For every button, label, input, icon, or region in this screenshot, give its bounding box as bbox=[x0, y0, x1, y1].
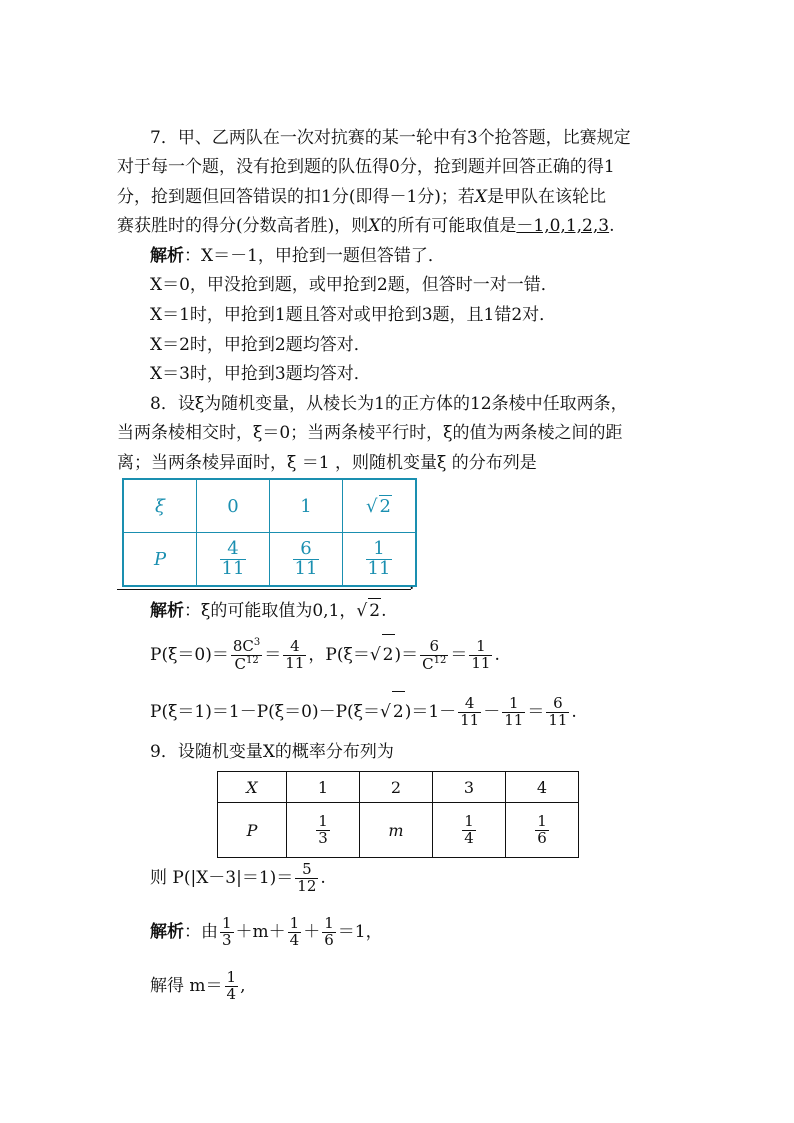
q8-cell-xi: ξ bbox=[123, 479, 197, 533]
q9-ans-end: . bbox=[320, 868, 326, 888]
q8-eq2-sqrt: 2 bbox=[392, 691, 405, 732]
q9-solution-1 bbox=[150, 912, 383, 952]
q7-line4 bbox=[117, 214, 614, 238]
q9-s2-num: 1 bbox=[289, 914, 300, 933]
q8-eq1-f2d: 11 bbox=[285, 654, 305, 672]
q8-cell-1: 1 bbox=[270, 479, 343, 533]
q9-s1-den: 3 bbox=[222, 931, 232, 949]
q9-sol2-end: , bbox=[240, 976, 246, 996]
q8-p0-den: 11 bbox=[221, 557, 245, 579]
q9-cell-3: 3 bbox=[433, 772, 506, 803]
q9-cell-p: P bbox=[218, 803, 287, 858]
q8-eq1-f4n: 1 bbox=[469, 639, 492, 656]
q9-cell-1: 1 bbox=[287, 772, 360, 803]
q9-cell-p1 bbox=[287, 803, 360, 858]
q8-cell-p1 bbox=[270, 533, 343, 587]
q9-sol1-a: ：由 bbox=[184, 922, 218, 942]
q7-solution-2: X＝0，甲没抢到题，或甲抢到2题，但答时一对一错． bbox=[150, 275, 558, 295]
q8-eq2-f2n: 1 bbox=[502, 696, 525, 713]
q8-eq1-f3d: C bbox=[422, 654, 434, 673]
q8-p0-num: 4 bbox=[220, 540, 247, 560]
q9-s4-den: 4 bbox=[226, 985, 237, 1003]
q8-eq1-f3d-sup: 12 bbox=[433, 654, 447, 666]
q9-cell-x: X bbox=[218, 772, 287, 803]
q7-line3-text: 分，抢到题但回答错误的扣1分(即得－1分)；若 bbox=[117, 187, 475, 207]
q8-cell-p0 bbox=[197, 533, 270, 587]
q9-distribution-table bbox=[217, 771, 579, 858]
q8-eq1-f1n: 8C bbox=[232, 637, 254, 656]
q9-s3-den: 6 bbox=[324, 931, 334, 949]
q9-s-plus: ＋ bbox=[303, 922, 321, 942]
q8-sol-label: 解析 bbox=[150, 601, 184, 621]
q9-p4-den: 6 bbox=[537, 828, 547, 847]
q8-eq1-a: P(ξ＝0)＝ bbox=[150, 645, 229, 665]
q8-eq1-mid2: )＝ bbox=[394, 645, 419, 665]
q8-eq2-f3n: 6 bbox=[546, 696, 569, 713]
q8-eq1-f2n: 4 bbox=[283, 639, 306, 656]
q9-p1-den: 3 bbox=[318, 828, 328, 847]
q7-line1: 7．甲、乙两队在一次对抗赛的某一轮中有3个抢答题，比赛规定 bbox=[150, 128, 631, 148]
q7-answer: －1,0,1,2,3 bbox=[516, 216, 610, 236]
q7-line4-var: X bbox=[368, 216, 381, 236]
q9-sol-label: 解析 bbox=[150, 922, 184, 942]
q9-ans-a: 则 P(|X－3|＝1)＝ bbox=[150, 868, 294, 888]
q7-solution-1 bbox=[150, 244, 445, 268]
q8-eq2-b: )＝1－ bbox=[404, 702, 457, 722]
q8-line3: 离；当两条棱异面时，ξ ＝1 ，则随机变量ξ 的分布列是 bbox=[117, 453, 537, 473]
q8-distribution-table bbox=[122, 478, 417, 587]
q8-eq2-eq: ＝ bbox=[527, 702, 545, 722]
q9-sol2-a: 解得 m＝ bbox=[150, 976, 223, 996]
q9-ans-den: 12 bbox=[297, 877, 317, 895]
q9-s1-num: 1 bbox=[222, 914, 232, 933]
q9-line1: 9．设随机变量X的概率分布列为 bbox=[150, 742, 394, 762]
q8-period: . bbox=[409, 574, 415, 594]
q9-p3-num: 1 bbox=[464, 811, 474, 830]
q9-ans-num: 5 bbox=[295, 862, 318, 879]
q8-sqrt2-value: 2 bbox=[379, 496, 391, 517]
q8-sol1-sqrt: 2 bbox=[368, 598, 381, 623]
q8-eq2-f1n: 4 bbox=[458, 696, 481, 713]
q8-eq1-eq2: ＝ bbox=[450, 645, 468, 665]
q9-cell-p3 bbox=[433, 803, 506, 858]
q9-p4-num: 1 bbox=[537, 811, 547, 830]
q8-eq1-f1d-sup: 12 bbox=[245, 655, 259, 666]
q8-solution-1: 解析：ξ的可能取值为0,1，√ 2. bbox=[150, 598, 386, 623]
q8-eq2-f3d: 11 bbox=[548, 711, 568, 729]
q8-eq1-mid: ，P(ξ＝ bbox=[308, 645, 370, 665]
q9-cell-p4 bbox=[506, 803, 579, 858]
q8-eq2-end: . bbox=[571, 702, 577, 722]
q7-sol-label: 解析 bbox=[150, 246, 184, 266]
q9-answer-line bbox=[150, 858, 326, 898]
q8-eq1-eq: ＝ bbox=[264, 645, 282, 665]
q8-p1-num: 6 bbox=[293, 540, 320, 560]
q8-p2-den: 11 bbox=[367, 557, 391, 579]
q8-eq2-f1d: 11 bbox=[460, 711, 480, 729]
q9-s-end: ＝1， bbox=[337, 922, 383, 942]
q7-sol1-text: ：X＝－1，甲抢到一题但答错了． bbox=[184, 246, 445, 266]
q8-p2-num: 1 bbox=[366, 540, 393, 560]
q7-solution-3: X＝1时，甲抢到1题且答对或甲抢到3题，且1错2对． bbox=[150, 305, 557, 325]
q7-line2: 对于每一个题，没有抢到题的队伍得0分，抢到题并回答正确的得1 bbox=[117, 157, 615, 177]
q7-line4-b: 的所有可能取值是 bbox=[380, 216, 517, 236]
q8-cell-p2 bbox=[343, 533, 417, 587]
q8-line2: 当两条棱相交时，ξ＝0；当两条棱平行时，ξ的值为两条棱之间的距 bbox=[117, 423, 623, 443]
q8-eq1-f3n: 6 bbox=[420, 639, 448, 656]
q8-eq1-end: . bbox=[494, 645, 500, 665]
q8-cell-sqrt2: √ 2 bbox=[343, 479, 417, 533]
q7-line3-var: X bbox=[474, 187, 488, 207]
q8-eq2-f2d: 11 bbox=[504, 711, 524, 729]
q9-solution-2 bbox=[150, 966, 245, 1006]
q7-solution-5: X＝3时，甲抢到3题均答对． bbox=[150, 364, 371, 384]
q9-s3-num: 1 bbox=[324, 914, 334, 933]
q8-eq1-f1n-sup: 3 bbox=[253, 637, 261, 649]
q8-eq2-minus: － bbox=[483, 702, 501, 722]
q8-sol1-text: ：ξ的可能取值为0,1， bbox=[184, 601, 357, 621]
q9-s-plus-m: ＋m＋ bbox=[235, 922, 286, 942]
q8-sol1-end: . bbox=[381, 601, 387, 621]
q7-solution-4: X＝2时，甲抢到2题均答对． bbox=[150, 335, 371, 355]
q8-eq1-f4d: 11 bbox=[471, 654, 491, 672]
q9-cell-m: m bbox=[360, 803, 433, 858]
q9-p3-den: 4 bbox=[464, 828, 474, 847]
q7-line3 bbox=[117, 185, 606, 209]
q8-eq1-sqrt: 2 bbox=[382, 634, 395, 675]
q8-cell-p: P bbox=[123, 533, 197, 587]
q9-cell-4: 4 bbox=[506, 772, 579, 803]
q8-line1: 8．设ξ为随机变量，从棱长为1的正方体的12条棱中任取两条， bbox=[150, 394, 628, 414]
q9-cell-2: 2 bbox=[360, 772, 433, 803]
q8-cell-0: 0 bbox=[197, 479, 270, 533]
q8-eq2-a: P(ξ＝1)＝1－P(ξ＝0)－P(ξ＝ bbox=[150, 702, 381, 722]
q9-s4-num: 1 bbox=[226, 968, 237, 987]
q8-answer-underline bbox=[117, 589, 411, 590]
q7-line4-end: . bbox=[609, 216, 615, 236]
q7-line3-end: 是甲队在该轮比 bbox=[487, 187, 607, 207]
q9-p1-num: 1 bbox=[318, 811, 328, 830]
q8-eq1-f1d: C bbox=[234, 655, 246, 673]
q9-s2-den: 4 bbox=[289, 931, 300, 949]
q8-equation-1: P(ξ＝0)＝ $\frac{8C^3}{C^{12}}$ ＝ $\frac{4}{11}$ ，P(ξ＝√ 2)＝ $\frac{6}{C^{12}}$ ＝ $\frac{1}{11}$ . bbox=[150, 634, 500, 675]
q7-line4-a: 赛获胜时的得分(分数高者胜)，则 bbox=[117, 216, 369, 236]
q8-equation-2: P(ξ＝1)＝1－P(ξ＝0)－P(ξ＝√ 2)＝1－ $\frac{4}{11}$ － $\frac{1}{11}$ ＝ $\frac{6}{11}$ . bbox=[150, 691, 577, 732]
q8-p1-den: 11 bbox=[294, 557, 318, 579]
